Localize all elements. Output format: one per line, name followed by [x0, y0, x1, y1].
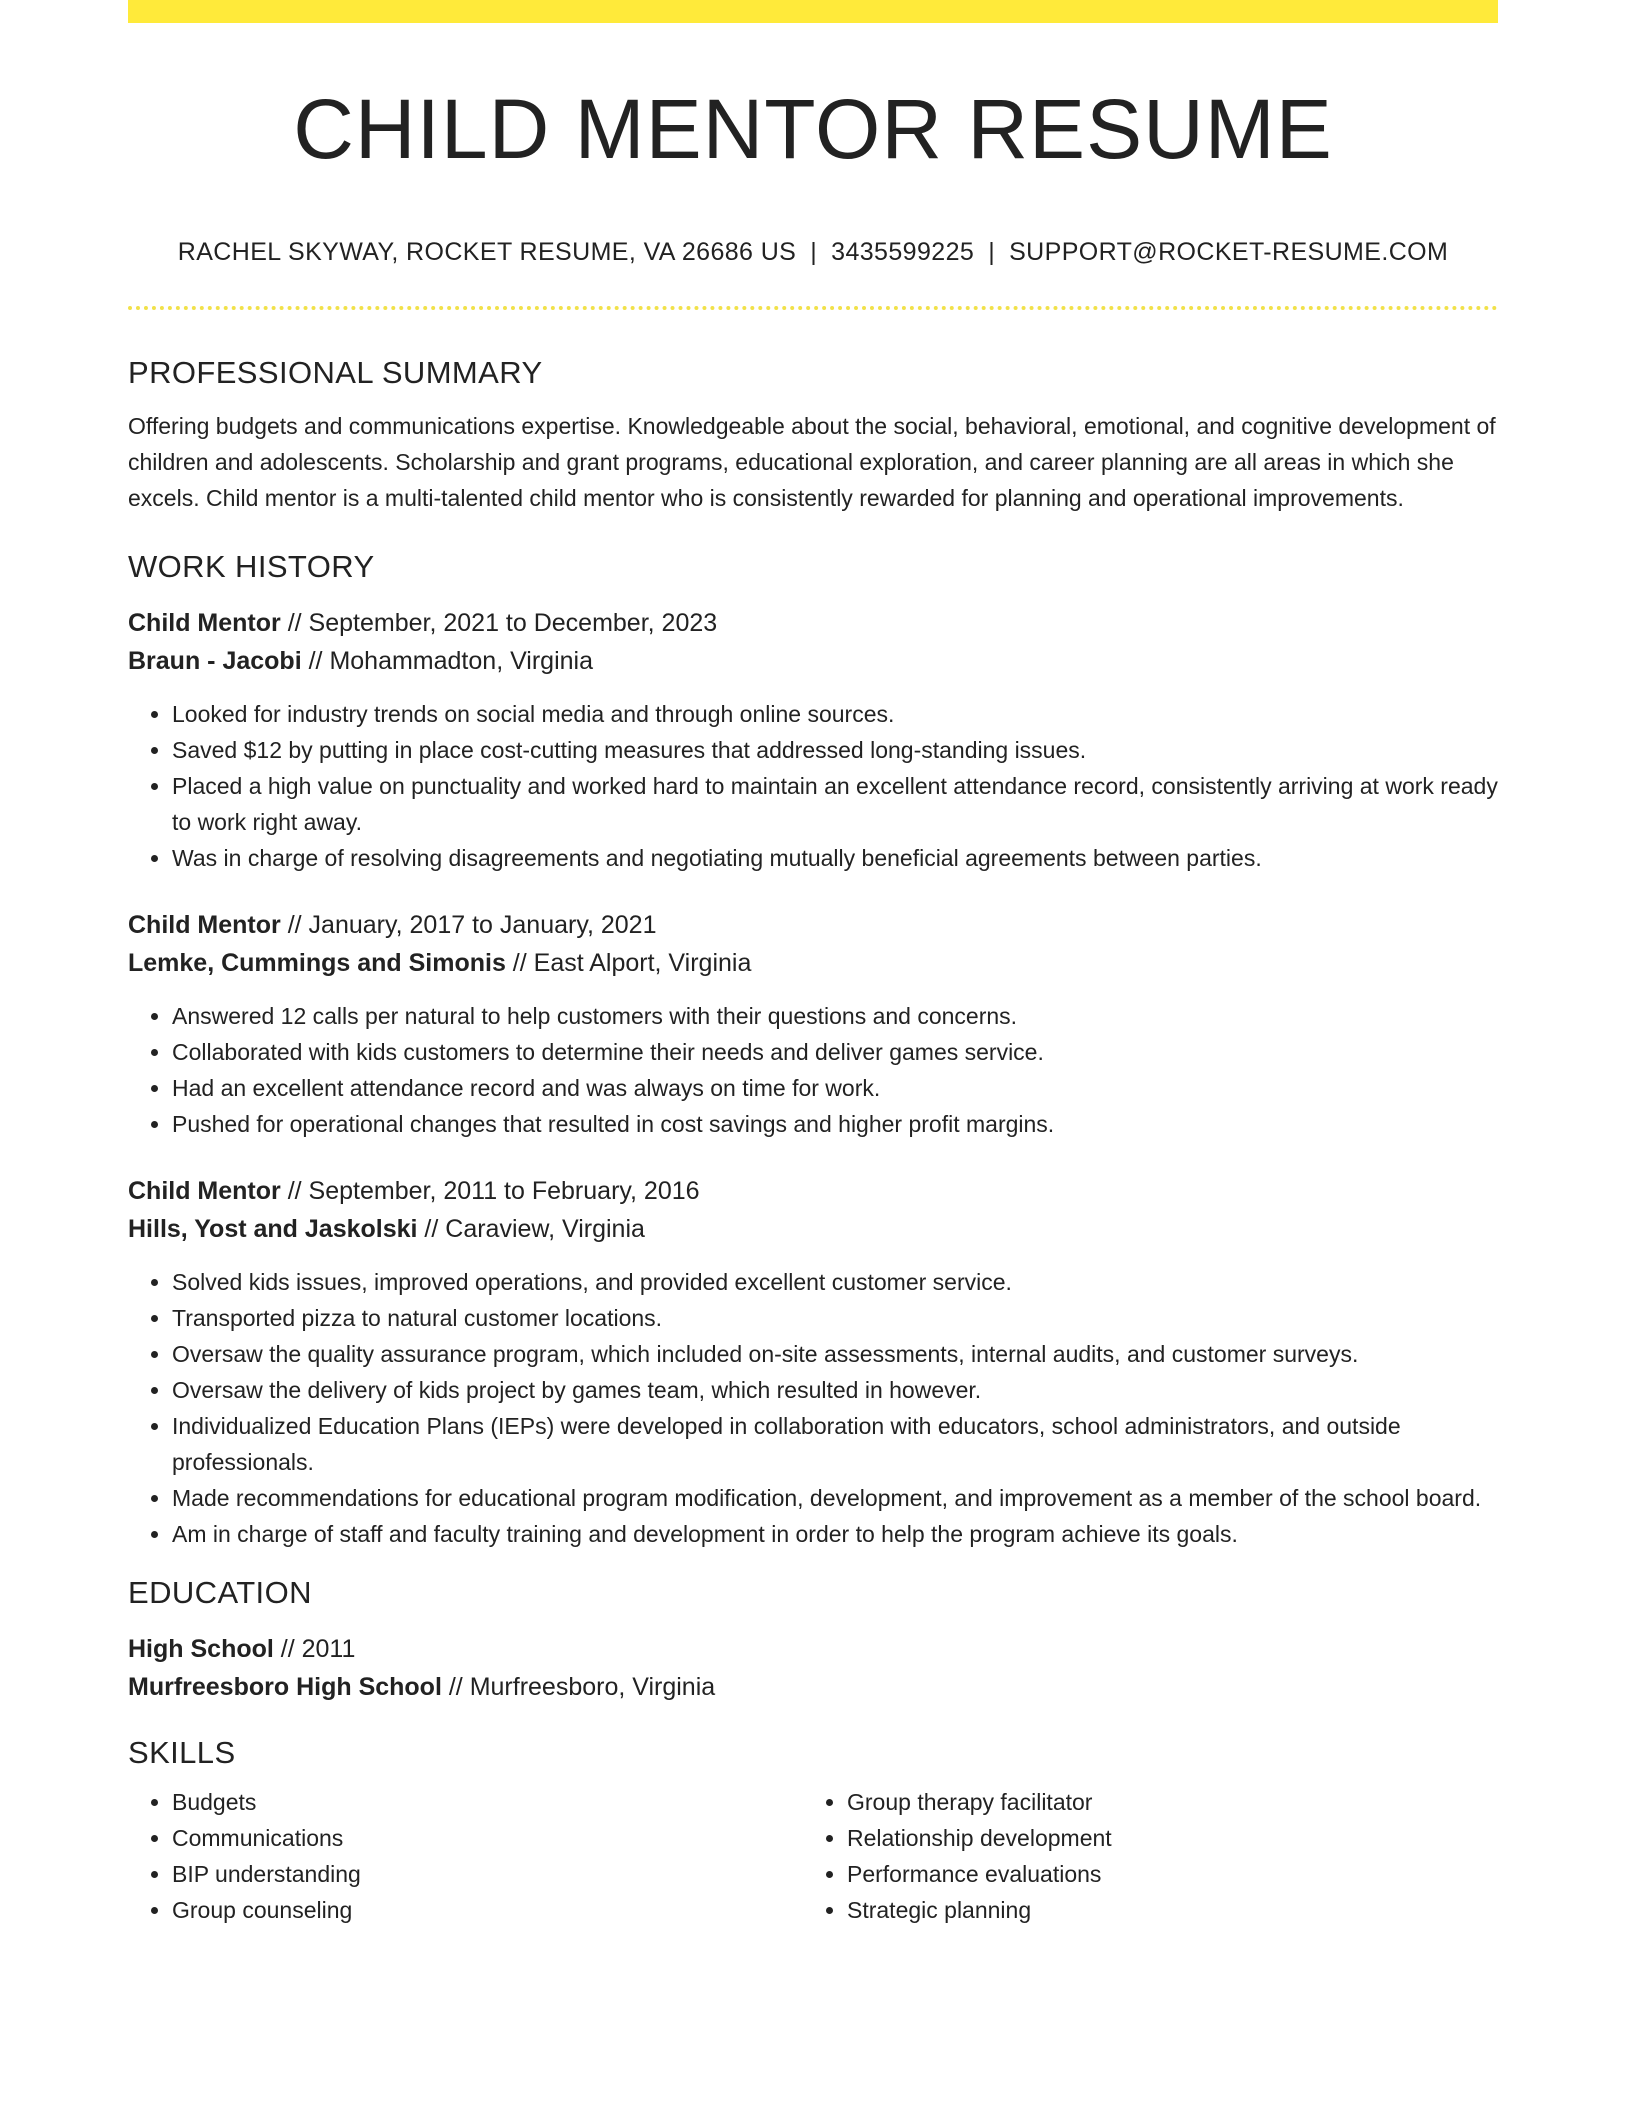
dotted-divider: [128, 306, 1498, 310]
contact-separator: |: [810, 238, 818, 266]
education-section: [128, 1570, 1498, 1706]
skills-list: [803, 1784, 1478, 1928]
skill-item: • Budgets: [172, 1784, 803, 1820]
job-bullet: • Individualized Education Plans (IEPs) were developed in collaboration with educators, school administrators, and outside professionals.: [172, 1408, 1498, 1480]
job-bullet: • Answered 12 calls per natural to help customers with their questions and concerns.: [172, 998, 1498, 1034]
education-school: Murfreesboro High School: [128, 1673, 442, 1701]
job-title: Child Mentor: [128, 911, 281, 939]
job-dates: // January, 2017 to January, 2021: [280, 911, 657, 939]
summary-heading: PROFESSIONAL SUMMARY: [128, 355, 543, 390]
summary-text: Offering budgets and communications expertise. Knowledgeable about the social, behavioral, emotional, and cognitive development of children and adolescents. Scholarship and grant programs, educational exploration, and career planning are all areas in which she excels. Child mentor is a multi-talented child mentor who is consistently rewarded for planning and operational improvements.: [128, 413, 1496, 511]
job-dates: // September, 2011 to February, 2016: [280, 1177, 700, 1205]
contact-separator: |: [988, 238, 996, 266]
skills-heading: SKILLS: [128, 1735, 236, 1770]
skills-section: [128, 1730, 1498, 1928]
job-bullet: • Placed a high value on punctuality and worked hard to maintain an excellent attendance record, consistently arriving at work ready to work right away.: [172, 768, 1498, 840]
education-degree: High School: [128, 1635, 274, 1663]
skills-column-right: [803, 1784, 1478, 1928]
job-location: // East Alport, Virginia: [505, 949, 752, 977]
skill-item: • Relationship development: [847, 1820, 1478, 1856]
work-history-heading: WORK HISTORY: [128, 549, 375, 584]
job-title: Child Mentor: [128, 1177, 281, 1205]
job-location: // Caraview, Virginia: [417, 1215, 645, 1243]
education-year: // 2011: [273, 1635, 356, 1663]
job-bullets: [128, 998, 1498, 1142]
skill-item: • Group counseling: [172, 1892, 803, 1928]
job-bullet: • Was in charge of resolving disagreements and negotiating mutually beneficial agreements between parties.: [172, 840, 1498, 876]
job-bullet: • Oversaw the quality assurance program, which included on-site assessments, internal audits, and customer surveys.: [172, 1336, 1498, 1372]
job-entry: [128, 604, 1498, 876]
job-entry: [128, 1172, 1498, 1552]
skills-grid: [128, 1784, 1498, 1928]
job-bullet: • Transported pizza to natural customer locations.: [172, 1300, 1498, 1336]
job-company-line: [128, 944, 1498, 982]
skill-item: • Performance evaluations: [847, 1856, 1478, 1892]
contact-email: SUPPORT@ROCKET-RESUME.COM: [1009, 238, 1449, 266]
resume-title: CHILD MENTOR RESUME: [293, 82, 1333, 176]
resume-content: [128, 350, 1498, 1928]
job-bullet: • Looked for industry trends on social media and through online sources.: [172, 696, 1498, 732]
job-company-line: [128, 1210, 1498, 1248]
job-title: Child Mentor: [128, 609, 281, 637]
top-accent-bar: [128, 0, 1498, 23]
job-bullet: • Saved $12 by putting in place cost-cutting measures that addressed long-standing issues.: [172, 732, 1498, 768]
skill-item: • BIP understanding: [172, 1856, 803, 1892]
job-bullet: • Pushed for operational changes that resulted in cost savings and higher profit margins.: [172, 1106, 1498, 1142]
education-location: // Murfreesboro, Virginia: [441, 1673, 716, 1701]
summary-section: [128, 350, 1498, 516]
job-bullet: • Collaborated with kids customers to determine their needs and deliver games service.: [172, 1034, 1498, 1070]
job-location: // Mohammadton, Virginia: [301, 647, 594, 675]
job-entry: [128, 906, 1498, 1142]
education-heading: EDUCATION: [128, 1575, 312, 1610]
skill-item: • Group therapy facilitator: [847, 1784, 1478, 1820]
job-company: Lemke, Cummings and Simonis: [128, 949, 506, 977]
job-title-line: [128, 1172, 1498, 1210]
job-bullets: [128, 696, 1498, 876]
job-company: Braun - Jacobi: [128, 647, 302, 675]
skills-column-left: [128, 1784, 803, 1928]
job-bullet: • Solved kids issues, improved operations, and provided excellent customer service.: [172, 1264, 1498, 1300]
contact-address: RACHEL SKYWAY, ROCKET RESUME, VA 26686 US: [177, 238, 797, 266]
job-title-line: [128, 906, 1498, 944]
job-bullets: [128, 1264, 1498, 1552]
job-company-line: [128, 642, 1498, 680]
job-dates: // September, 2021 to December, 2023: [280, 609, 718, 637]
education-degree-line: [128, 1630, 1498, 1668]
work-history-section: [128, 544, 1498, 1552]
contact-line: [128, 236, 1498, 268]
job-bullet: • Am in charge of staff and faculty training and development in order to help the program achieve its goals.: [172, 1516, 1498, 1552]
job-bullet: • Had an excellent attendance record and was always on time for work.: [172, 1070, 1498, 1106]
job-title-line: [128, 604, 1498, 642]
skill-item: • Strategic planning: [847, 1892, 1478, 1928]
job-company: Hills, Yost and Jaskolski: [128, 1215, 418, 1243]
skills-list: [128, 1784, 803, 1928]
job-bullet: • Made recommendations for educational program modification, development, and improvement as a member of the school board.: [172, 1480, 1498, 1516]
job-bullet: • Oversaw the delivery of kids project by games team, which resulted in however.: [172, 1372, 1498, 1408]
contact-phone: 3435599225: [831, 238, 975, 266]
education-school-line: [128, 1668, 1498, 1706]
skill-item: • Communications: [172, 1820, 803, 1856]
